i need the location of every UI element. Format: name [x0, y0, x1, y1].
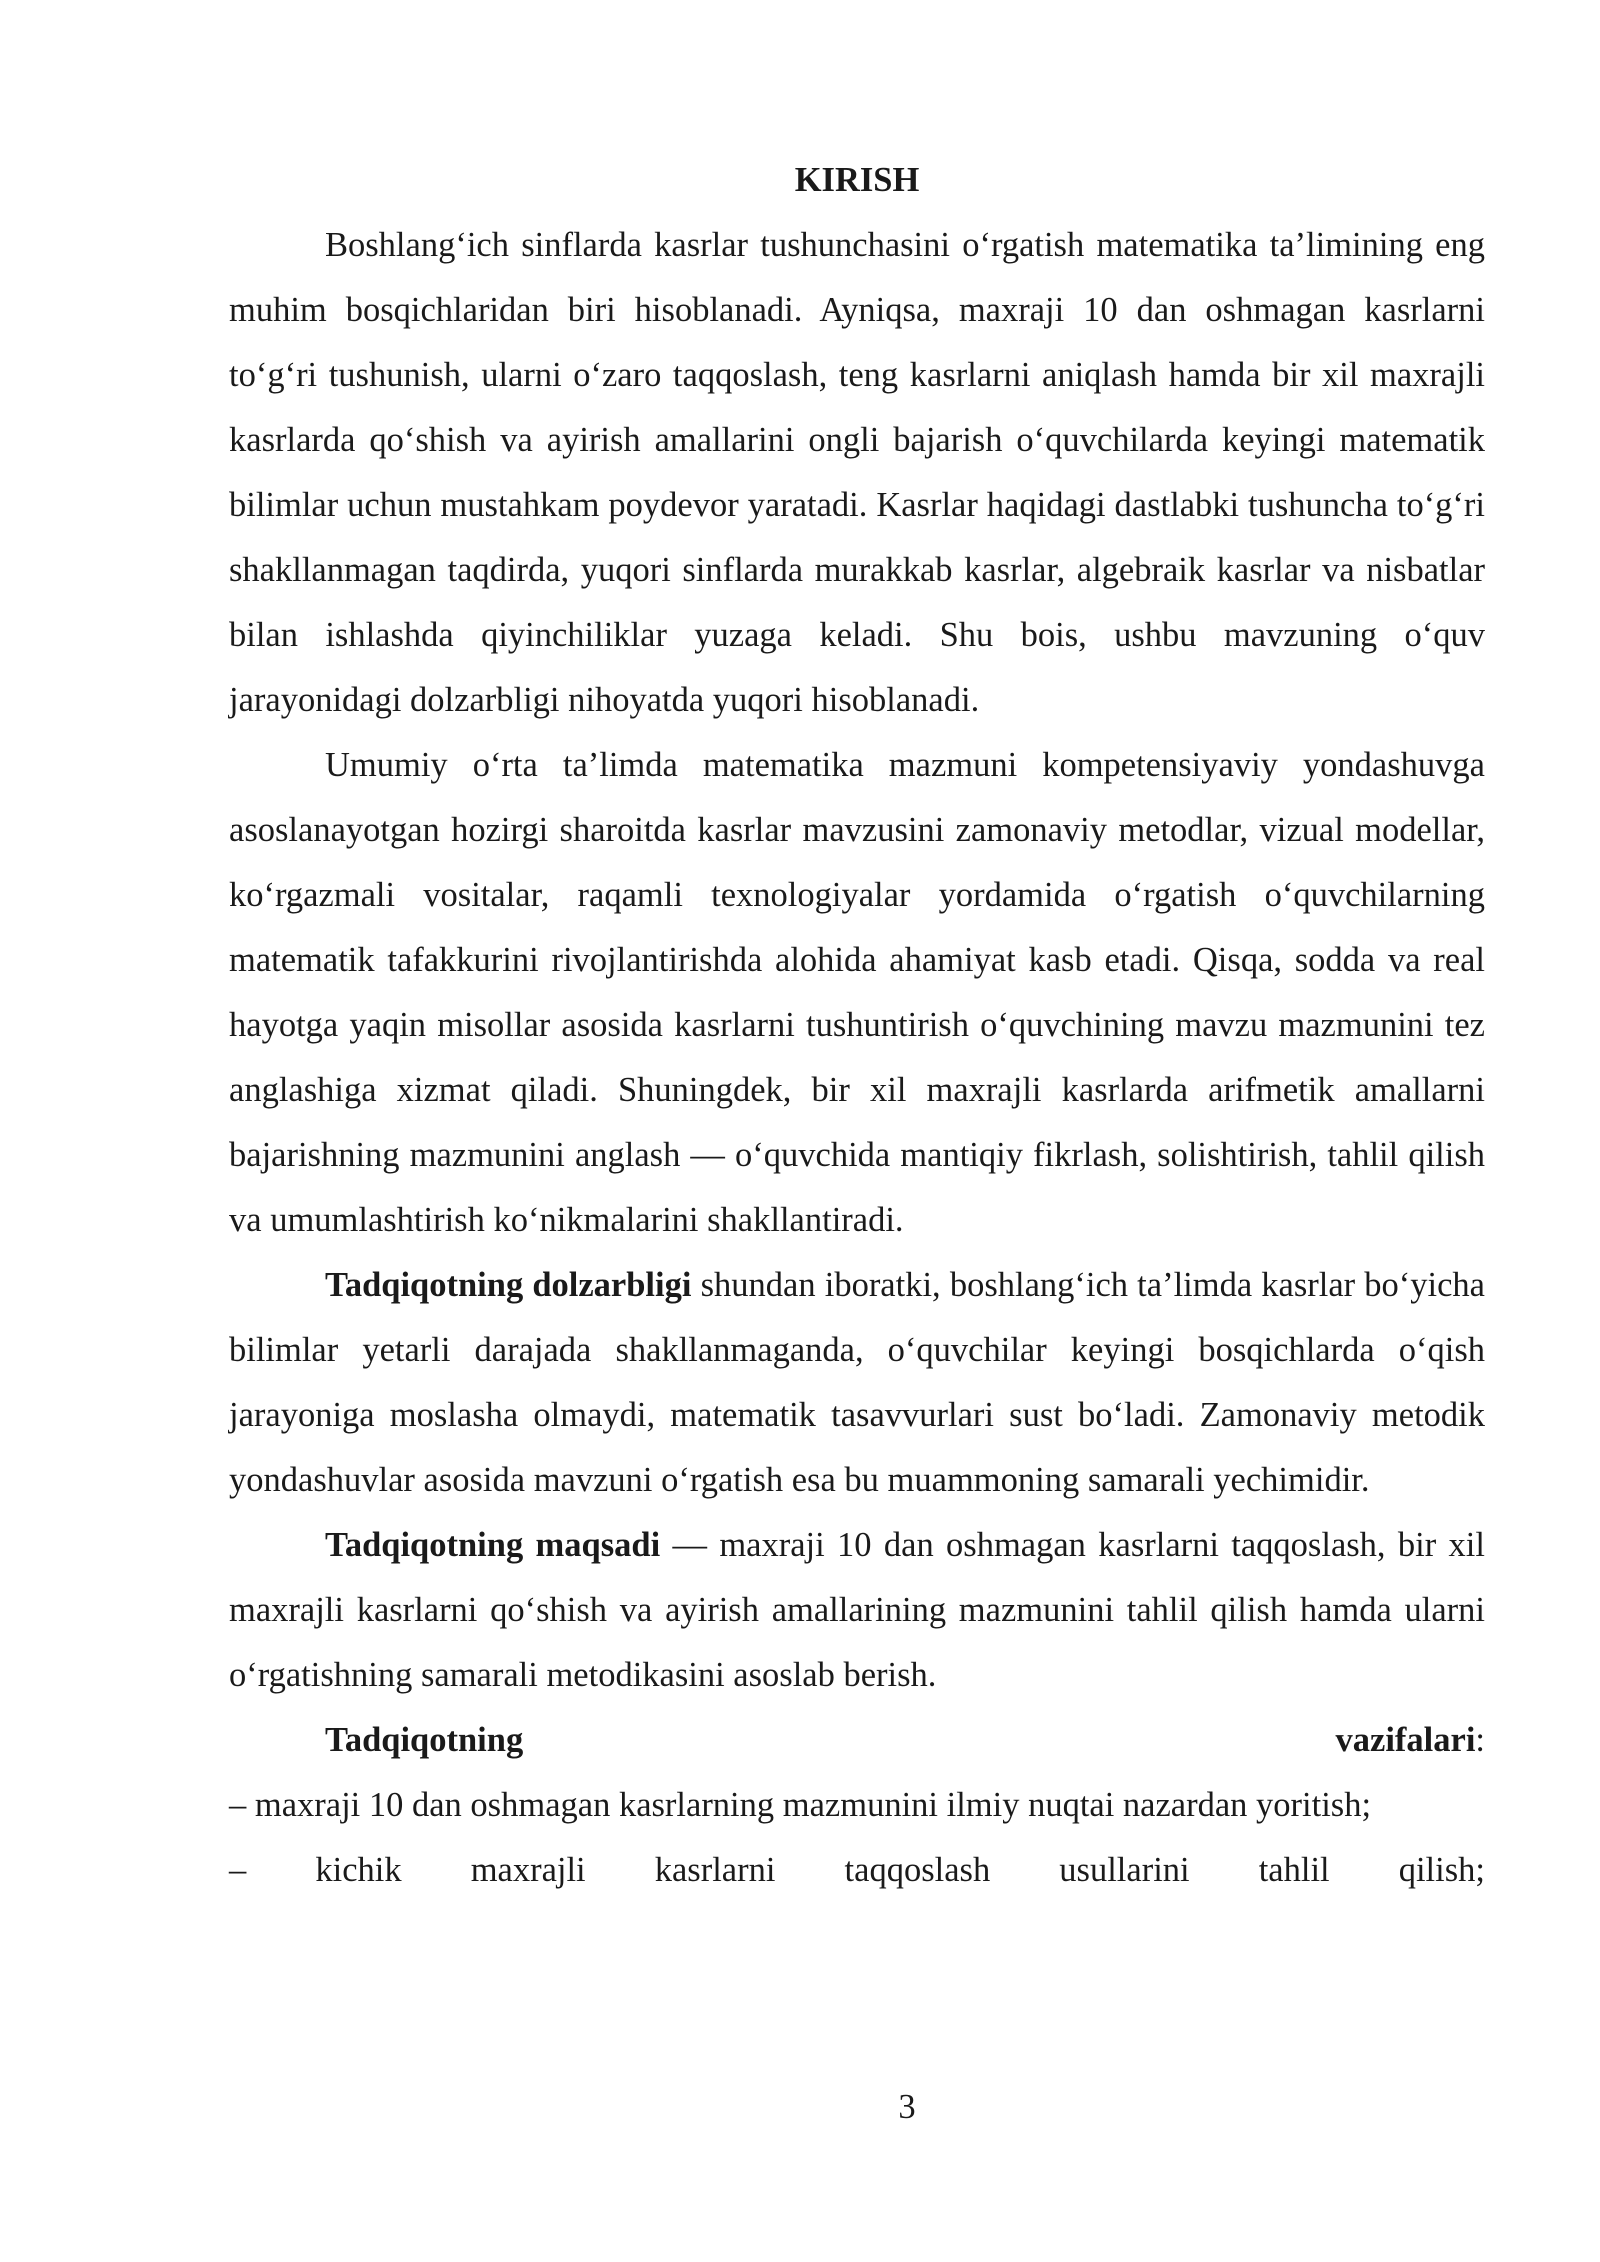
- goal-paragraph: [229, 1513, 1485, 1708]
- relevance-text: shundan iboratki, boshlang‘ich ta’limda kasrlar bo‘yicha bilimlar yetarli darajada shakllanmaganda, o‘quvchilar keyingi bosqichlarda o‘qish jarayoniga moslasha olmaydi, matematik tasavvurlari sust bo‘ladi. Zamonaviy metodik yondashuvlar asosida mavzuni o‘rgatish esa bu muammoning samarali yechimidir.: [229, 1266, 1485, 1499]
- page-title: KIRISH: [794, 161, 920, 199]
- task-item: – kichik maxrajli kasrlarni taqqoslash usullarini tahlil qilish;: [229, 1851, 1485, 1889]
- goal-label: Tadqiqotning maqsadi: [325, 1526, 661, 1564]
- document-body: [229, 148, 1485, 1903]
- tasks-colon: :: [1475, 1721, 1485, 1759]
- goal-text: — maxraji 10 dan oshmagan kasrlarni taqqoslash, bir xil maxrajli kasrlarni qo‘shish va ayirish amallarining mazmunini tahlil qilish hamda ularni o‘rgatishning samarali metodikasini asoslab berish.: [229, 1526, 1485, 1694]
- page-number: 3: [898, 2088, 916, 2126]
- tasks-label-part1: Tadqiqotning: [325, 1721, 524, 1759]
- intro-paragraph-1: Boshlang‘ich sinflarda kasrlar tushunchasini o‘rgatish matematika ta’limining eng muhim bosqichlaridan biri hisoblanadi. Ayniqsa, maxraji 10 dan oshmagan kasrlarni to‘g‘ri tushunish, ularni o‘zaro taqqoslash, teng kasrlarni aniqlash hamda bir xil maxrajli kasrlarda qo‘shish va ayirish amallarini ongli bajarish o‘quvchilarda keyingi matematik bilimlar uchun mustahkam poydevor yaratadi. Kasrlar haqidagi dastlabki tushuncha to‘g‘ri shakllanmagan taqdirda, yuqori sinflarda murakkab kasrlar, algebraik kasrlar va nisbatlar bilan ishlashda qiyinchiliklar yuzaga keladi. Shu bois, ushbu mavzuning o‘quv jarayonidagi dolzarbligi nihoyatda yuqori hisoblanadi.: [229, 226, 1485, 719]
- intro-paragraph-2: Umumiy o‘rta ta’limda matematika mazmuni kompetensiyaviy yondashuvga asoslanayotgan hozirgi sharoitda kasrlar mavzusini zamonaviy metodlar, vizual modellar, ko‘rgazmali vositalar, raqamli texnologiyalar yordamida o‘rgatish o‘quvchilarning matematik tafakkurini rivojlantirishda alohida ahamiyat kasb etadi. Qisqa, sodda va real hayotga yaqin misollar asosida kasrlarni tushuntirish o‘quvchining mavzu mazmunini tez anglashiga xizmat qiladi. Shuningdek, bir xil maxrajli kasrlarda arifmetik amallarni bajarishning mazmunini anglash — o‘quvchida mantiqiy fikrlash, solishtirish, tahlil qilish va umumlashtirish ko‘nikmalarini shakllantiradi.: [229, 746, 1485, 1239]
- tasks-label-part2: vazifalari: [1335, 1721, 1476, 1759]
- relevance-paragraph: [229, 1253, 1485, 1513]
- relevance-label: Tadqiqotning dolzarbligi: [325, 1266, 692, 1304]
- tasks-heading: [229, 1708, 1485, 1773]
- task-item: – maxraji 10 dan oshmagan kasrlarning mazmunini ilmiy nuqtai nazardan yoritish;: [229, 1786, 1372, 1824]
